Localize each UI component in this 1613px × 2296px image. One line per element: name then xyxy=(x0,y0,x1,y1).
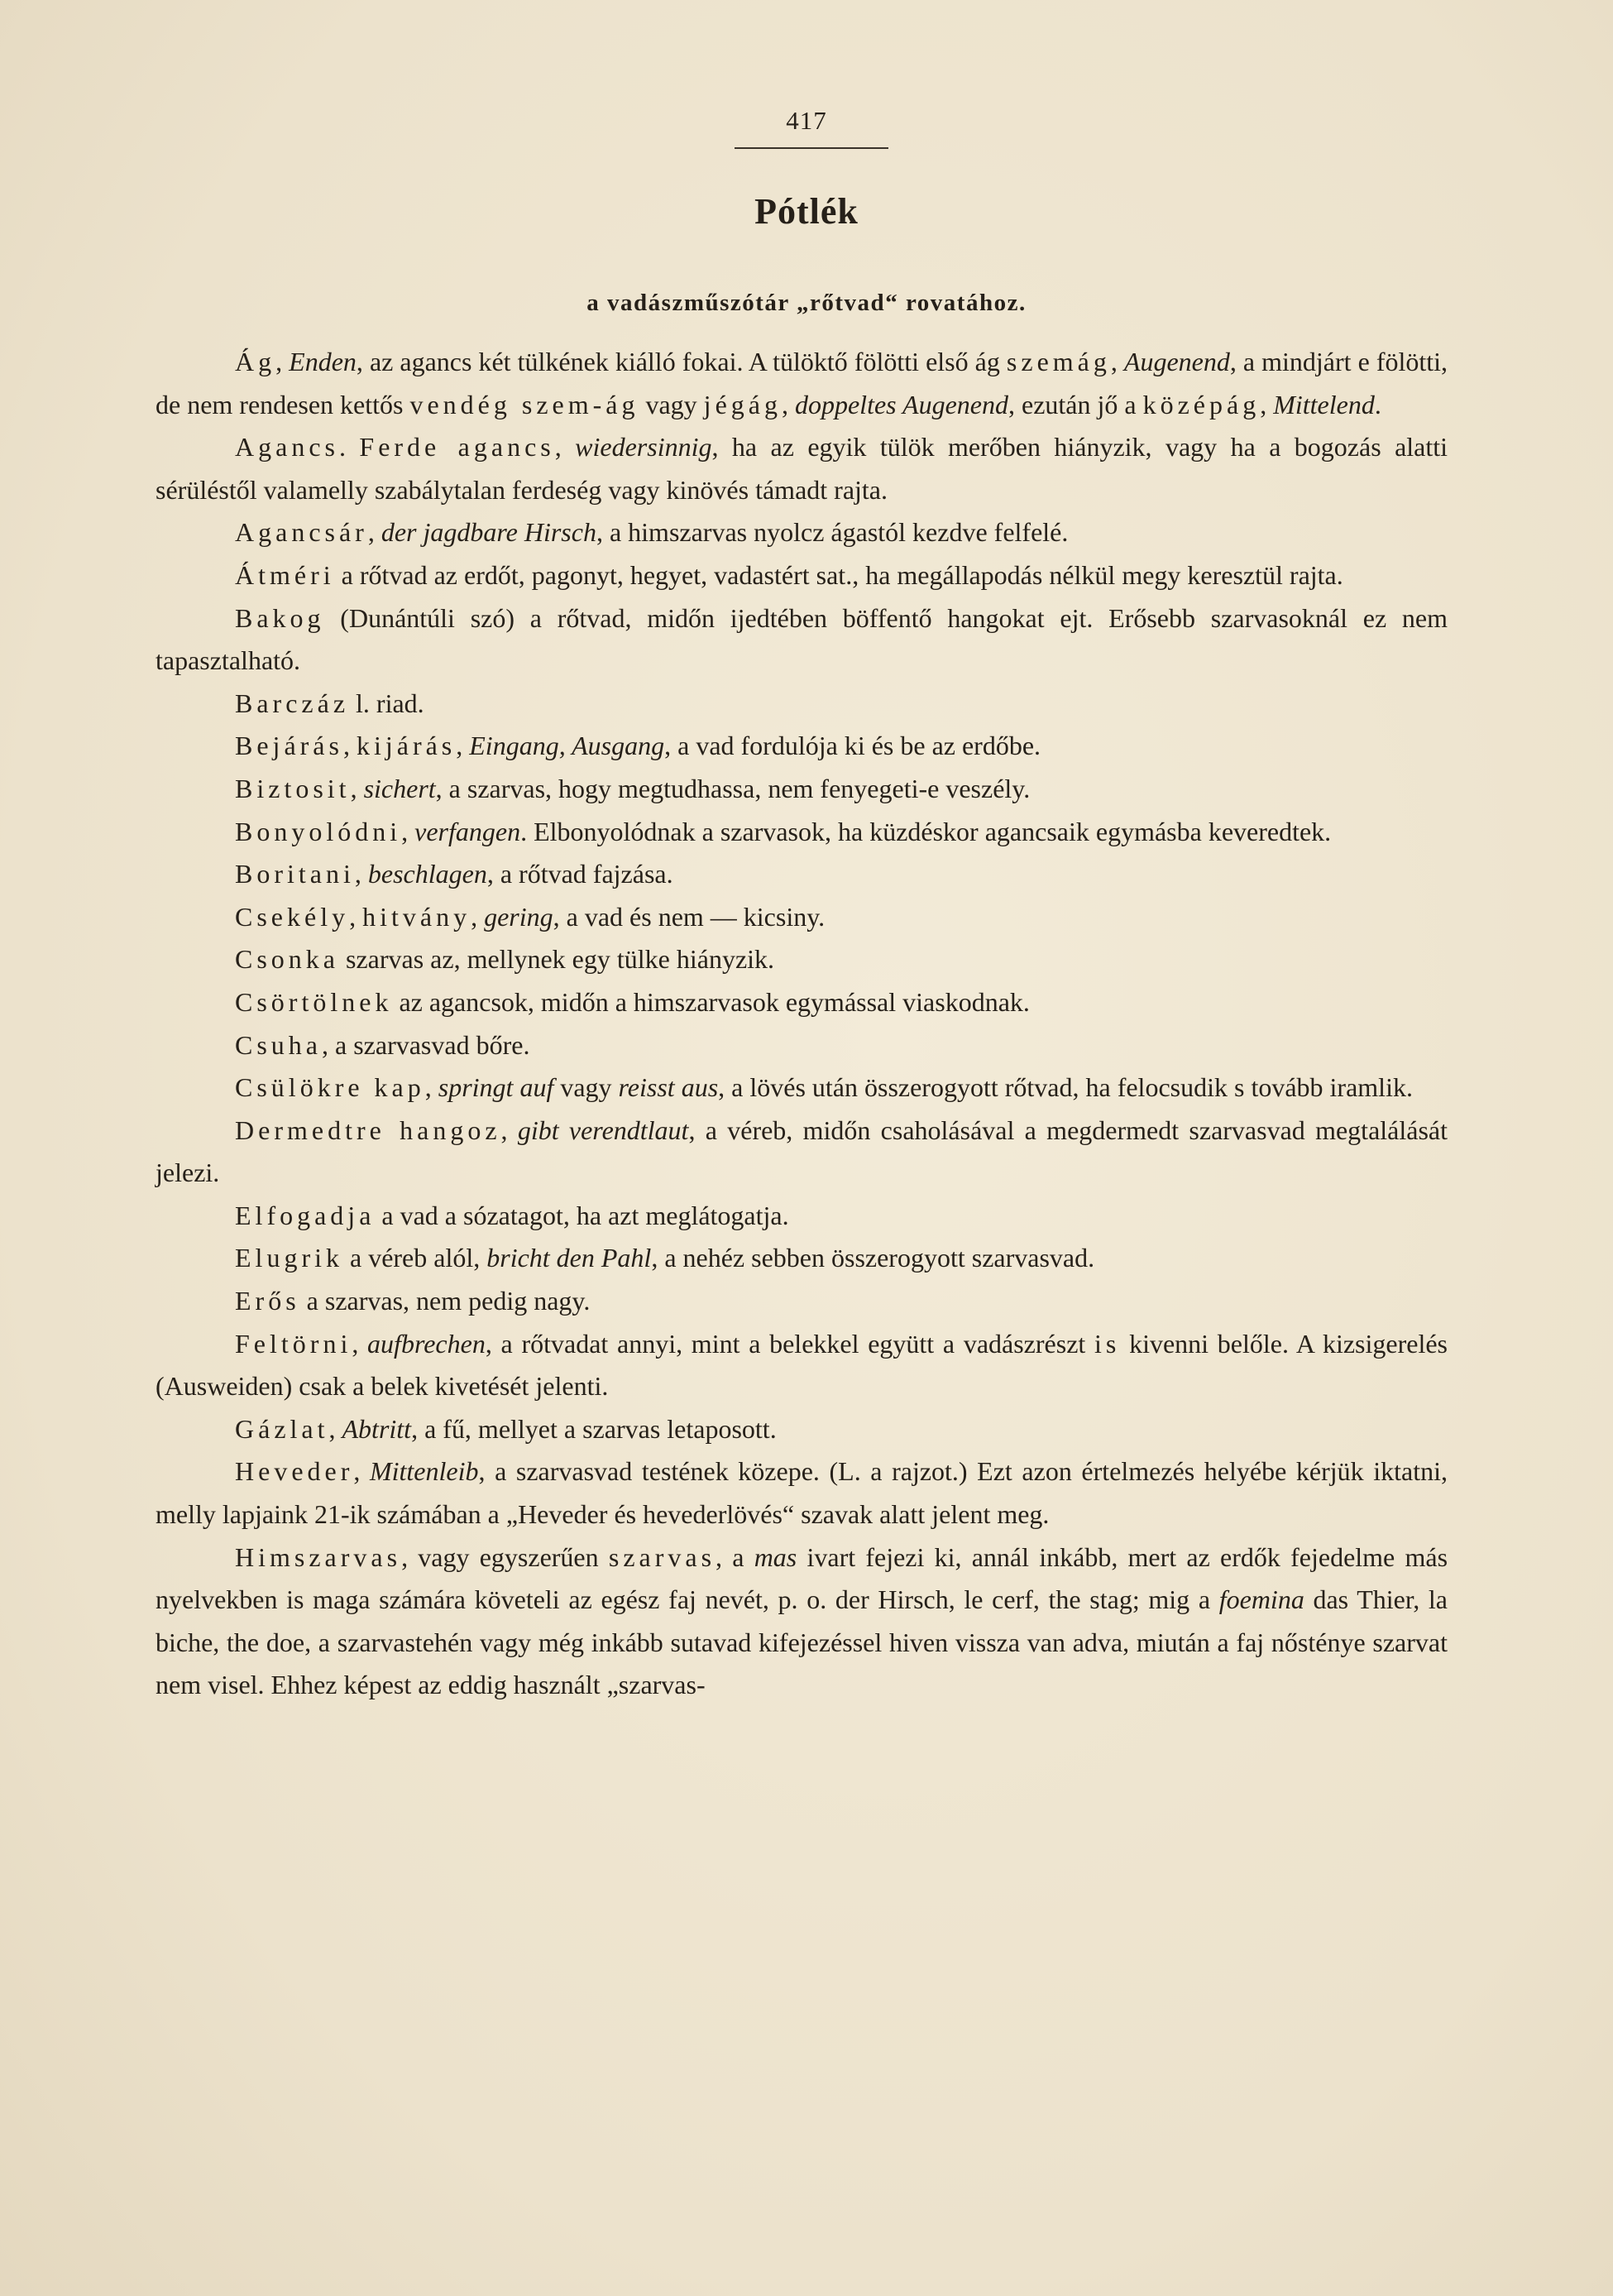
term: jégág xyxy=(703,389,782,419)
headword: Erős xyxy=(235,1286,300,1316)
term: kijárás xyxy=(356,731,457,761)
entry-text: vagy xyxy=(553,1072,619,1103)
entry-text: , a mindjárt e fölötti, de nem rendesen kettős xyxy=(156,347,1448,419)
entry-text: , a lövés után összerogyott rőtvad, ha felocsudik s tovább iramlik. xyxy=(718,1072,1413,1103)
entry-text: l. riad. xyxy=(349,688,424,718)
entry-text: , xyxy=(352,1328,368,1359)
glossary-entry-elfogadja xyxy=(156,1195,1448,1238)
glossary-entry-csuha xyxy=(156,1024,1448,1067)
headword: Csonka xyxy=(235,944,339,975)
entry-text: , xyxy=(781,389,795,419)
entry-text: , xyxy=(1110,347,1124,376)
term: vendég szem-ág xyxy=(409,389,639,419)
emphasis: mas xyxy=(754,1541,797,1572)
entry-text: , a szarvasvad testének közepe. (L. a rajzot.) Ezt azon értelmezés helyébe kérjük iktatni, melly lapjaink 21-ik számában a „Heveder és hevederlövés“ szavak alatt jelent meg. xyxy=(156,1456,1448,1530)
entry-text: , ezután jő a xyxy=(1008,389,1143,419)
german-term: bricht den Pahl xyxy=(486,1243,652,1273)
entry-text: , vagy egyszerűen xyxy=(401,1541,609,1572)
entry-text: , xyxy=(342,731,357,761)
entry-text: , xyxy=(424,1072,438,1103)
headword: Agancsár xyxy=(235,517,368,548)
entry-text: , a vad fordulója ki és be az erdőbe. xyxy=(664,731,1041,761)
glossary-entry-dermedtre-hangoz xyxy=(156,1110,1448,1195)
entry-text: , a vad és nem — kicsiny. xyxy=(553,901,826,932)
entry-text: a szarvas, nem pedig nagy. xyxy=(299,1286,591,1316)
entry-text: (Dunántúli szó) a rőtvad, midőn ijedtében böffentő hangokat ejt. Erősebb szarvasoknál ez nem tapasztalható. xyxy=(156,602,1448,676)
glossary-entry-himszarvas xyxy=(156,1536,1448,1707)
glossary-entry-barczaz xyxy=(156,683,1448,726)
entry-text: , xyxy=(500,1114,518,1145)
headword: Csuha xyxy=(235,1029,322,1060)
glossary-entry-bonyolodni xyxy=(156,811,1448,854)
latin-term: foemina xyxy=(1218,1584,1304,1615)
german-term: sichert xyxy=(363,773,436,803)
glossary-entry-bakog xyxy=(156,597,1448,683)
german-term: Abtritt xyxy=(342,1413,412,1444)
german-term: gering xyxy=(484,901,553,932)
headword: Elugrik xyxy=(235,1243,343,1273)
german-term: reisst aus xyxy=(618,1072,719,1103)
headword: Feltörni xyxy=(235,1328,352,1359)
headword: Csekély xyxy=(235,901,350,932)
glossary-entry-ag xyxy=(156,341,1448,426)
entry-text: kivenni belőle. A kizsigerelés (Ausweiden) csak a belek kivetését jelenti. xyxy=(156,1328,1448,1402)
entry-text: , a véreb, midőn csaholásával a megdermedt szarvasvad megtalálását jelezi. xyxy=(156,1114,1448,1188)
entry-text: , xyxy=(350,773,364,803)
german-term: gibt verendtlaut xyxy=(517,1114,689,1145)
german-term: Enden xyxy=(289,347,357,376)
entry-text: , xyxy=(554,432,576,463)
glossary-entry-csonka xyxy=(156,938,1448,981)
entry-text: a vad a sózatagot, ha azt meglátogatja. xyxy=(375,1200,789,1230)
entry-text: , xyxy=(401,816,415,846)
german-term: Eingang, Ausgang xyxy=(469,731,665,761)
section-heading: Pótlék xyxy=(754,191,859,232)
german-term: springt auf xyxy=(438,1072,554,1103)
headword: Barczáz xyxy=(235,688,350,718)
term: szarvas xyxy=(608,1541,716,1572)
glossary-entry-agancsar xyxy=(156,511,1448,554)
entry-text: vagy xyxy=(639,389,704,419)
entry-text: , xyxy=(1260,389,1274,419)
glossary-entry-boritani xyxy=(156,853,1448,896)
german-term: doppeltes Augenend xyxy=(794,389,1008,419)
entry-text: , xyxy=(471,901,485,932)
term: szemág xyxy=(1006,347,1111,376)
entry-text: , xyxy=(349,901,363,932)
german-term: Mittelend xyxy=(1273,389,1375,419)
glossary-entry-heveder xyxy=(156,1450,1448,1536)
glossary-body xyxy=(156,341,1448,1707)
headword: Gázlat xyxy=(235,1413,329,1444)
glossary-entry-csortolnek xyxy=(156,981,1448,1024)
headword: Himszarvas xyxy=(235,1541,402,1572)
german-term: Mittenleib xyxy=(369,1456,479,1487)
german-term: der jagdbare Hirsch xyxy=(381,517,596,548)
entry-text: , ha az egyik tülök merőben hiányzik, vagy ha a bogozás alatti sérüléstől valamelly szabálytalan ferdeség vagy kinövés támadt rajta. xyxy=(156,432,1448,505)
entry-text: , xyxy=(353,1456,370,1487)
glossary-entry-feltorni xyxy=(156,1323,1448,1408)
entry-text: , xyxy=(275,347,290,376)
entry-text: szarvas az, mellynek egy tülke hiányzik. xyxy=(339,944,775,975)
entry-text: , a fű, mellyet a szarvas letaposott. xyxy=(411,1413,777,1444)
entry-text: das Thier, la biche, the doe, a szarvastehén vagy még inkább sutavad kifejezéssel hiven vissza van adva, miután a faj nőstényе szarvat nem visel. Ehhez képest az eddig használt „szarvas- xyxy=(156,1584,1448,1700)
entry-text: , a himszarvas nyolcz ágastól kezdve felfelé. xyxy=(596,517,1069,548)
entry-text: , az agancs két tülkének kiálló fokai. A tülöktő fölötti első ág xyxy=(356,347,1007,376)
term: is xyxy=(1094,1328,1121,1359)
german-term: Augenend xyxy=(1123,347,1230,376)
glossary-entry-biztosit xyxy=(156,768,1448,811)
page-number: 417 xyxy=(786,106,827,135)
entry-text: , a szarvas, hogy megtudhassa, nem fenyegeti-e veszély. xyxy=(435,773,1031,803)
headword: Bonyolódni xyxy=(235,816,402,846)
german-term: aufbrechen xyxy=(367,1328,486,1359)
headword: Ág xyxy=(235,347,276,376)
headword: Biztosit xyxy=(235,773,351,803)
german-term: verfangen xyxy=(414,816,521,846)
entry-text: , xyxy=(367,517,381,548)
entry-text: , a rőtvadat annyi, mint a belekkel együtt a vadászrészt xyxy=(485,1328,1095,1359)
entry-text: a rőtvad az erdőt, pagonyt, hegyet, vadastért sat., ha megállapodás nélkül megy keresztül rajta. xyxy=(334,559,1343,590)
headword: Bejárás xyxy=(235,731,343,761)
glossary-entry-gazlat xyxy=(156,1408,1448,1451)
term: hitvány xyxy=(362,901,471,932)
headword: Dermedtre hangoz xyxy=(235,1114,501,1145)
headword: Boritani xyxy=(235,859,355,889)
entry-text: , a xyxy=(716,1541,754,1572)
term: középág xyxy=(1142,389,1261,419)
glossary-entry-agancs xyxy=(156,426,1448,511)
entry-text: . xyxy=(1374,389,1381,419)
glossary-entry-eros xyxy=(156,1280,1448,1323)
entry-text: , xyxy=(456,731,470,761)
headword: Heveder xyxy=(235,1456,354,1487)
page-number-rule xyxy=(735,147,888,149)
entry-text: , a nehéz sebben összerogyott szarvasvad. xyxy=(651,1243,1095,1273)
headword: Agancs xyxy=(235,432,339,463)
entry-text: , xyxy=(328,1413,342,1444)
entry-text: , a rőtvad fajzása. xyxy=(486,859,673,889)
entry-text: a véreb alól, xyxy=(342,1243,487,1273)
glossary-entry-csulokre-kap xyxy=(156,1067,1448,1110)
headword: Bakog xyxy=(235,602,325,633)
entry-text: az agancsok, midőn a himszarvasok egymással viaskodnak. xyxy=(392,986,1030,1017)
entry-text: ivart fejezi ki, annál inkább, mert az erdők fejedelme más nyelvekben is maga számára követeli az egész faj nevét, p. o. der Hirsch, le cerf, the stag; mig a xyxy=(156,1541,1448,1615)
glossary-entry-bejaras xyxy=(156,725,1448,768)
german-term: beschlagen xyxy=(367,859,487,889)
glossary-entry-elugrik xyxy=(156,1237,1448,1280)
term: Ferde agancs xyxy=(359,432,555,463)
entry-text: , a szarvasvad bőre. xyxy=(322,1029,530,1060)
headword: Elfogadja xyxy=(235,1200,376,1230)
glossary-entry-atmeri xyxy=(156,554,1448,597)
glossary-entry-csekely xyxy=(156,896,1448,939)
entry-text: , xyxy=(354,859,368,889)
headword: Csörtölnek xyxy=(235,986,393,1017)
headword: Átméri xyxy=(235,559,335,590)
entry-text: . Elbonyolódnak a szarvasok, ha küzdéskor agancsaik egymásba keveredtek. xyxy=(520,816,1332,846)
german-term: wiedersinnig xyxy=(575,432,712,463)
entry-text: . xyxy=(338,432,360,463)
headword: Csülökre kap xyxy=(235,1072,425,1103)
section-subheading: a vadászműszótár „rőtvad“ rovatához. xyxy=(586,290,1027,316)
